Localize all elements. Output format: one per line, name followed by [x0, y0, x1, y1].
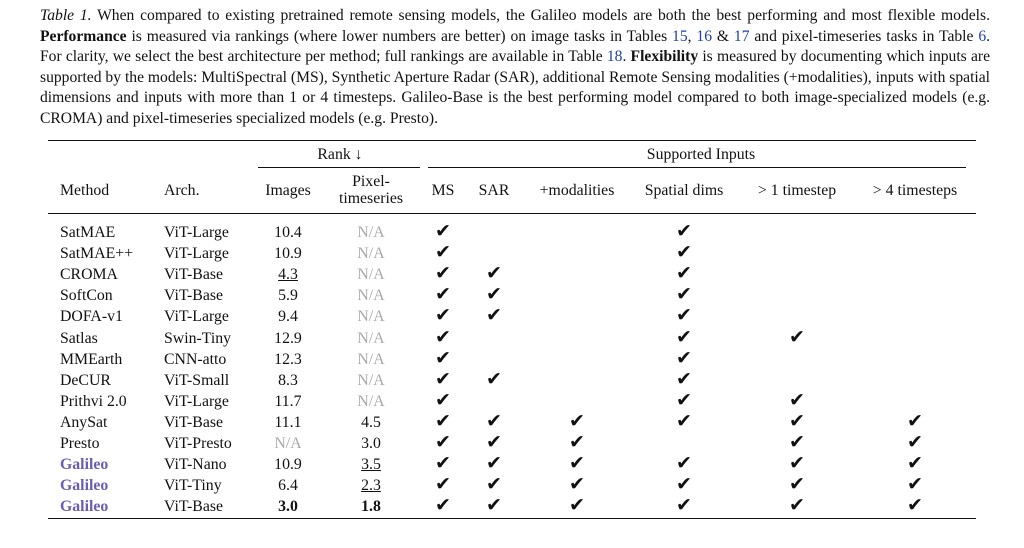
check-icon: ✔	[486, 262, 502, 285]
header-group-rank-rule	[258, 167, 420, 168]
check-icon: ✔	[676, 220, 692, 242]
check-icon: ✔	[676, 325, 692, 348]
header-spatial-dims: Spatial dims	[644, 182, 724, 199]
caption-label: Table 1.	[40, 7, 92, 24]
cell-pixel-rank: 1.8	[361, 498, 381, 516]
cell-images-rank: 9.4	[278, 308, 298, 326]
check-icon: ✔	[789, 494, 805, 517]
check-icon: ✔	[486, 367, 502, 390]
cell-method: DeCUR	[60, 371, 111, 389]
cell-arch: ViT-Base	[164, 266, 224, 284]
table-ref-link[interactable]: 18	[606, 48, 623, 66]
cell-method: SoftCon	[60, 287, 113, 305]
header-ms: MS	[431, 182, 455, 199]
caption-bold-flexibility: Flexibility	[630, 48, 699, 66]
check-icon: ✔	[676, 367, 692, 390]
check-icon: ✔	[486, 283, 502, 306]
check-icon: ✔	[789, 388, 805, 411]
cell-images-rank: 5.9	[278, 287, 298, 305]
cell-pixel-rank: N/A	[357, 308, 385, 326]
check-icon: ✔	[435, 325, 451, 348]
check-icon: ✔	[486, 409, 502, 432]
check-icon: ✔	[435, 220, 451, 242]
table-caption	[40, 6, 990, 130]
check-icon: ✔	[435, 304, 451, 327]
check-icon: ✔	[486, 473, 502, 496]
cell-pixel-rank: 4.5	[361, 413, 381, 431]
cell-pixel-rank: 3.5	[361, 456, 381, 474]
cell-images-rank: 11.1	[274, 413, 302, 431]
cell-method: SatMAE++	[60, 245, 134, 263]
cell-images-rank: 10.9	[274, 245, 302, 263]
check-icon: ✔	[676, 409, 692, 432]
cell-arch: ViT-Large	[164, 308, 229, 326]
check-icon: ✔	[435, 241, 451, 264]
cell-method: Prithvi 2.0	[60, 392, 127, 410]
cell-pixel-rank: 2.3	[361, 477, 381, 495]
check-icon: ✔	[676, 241, 692, 264]
caption-text: .	[622, 48, 631, 66]
cell-arch: ViT-Large	[164, 224, 229, 241]
check-icon: ✔	[435, 409, 451, 432]
cell-images-rank: 12.9	[274, 329, 302, 347]
cell-arch: ViT-Base	[164, 413, 224, 431]
header-method: Method	[60, 182, 110, 199]
cell-method: Presto	[60, 435, 100, 452]
caption-text: When compared to existing pretrained remote sensing models, the Galileo models are both the best performing and most flexible models.	[91, 7, 990, 24]
cell-pixel-rank: N/A	[357, 224, 385, 241]
cell-arch: ViT-Large	[164, 245, 229, 263]
check-icon: ✔	[676, 262, 692, 285]
cell-pixel-rank: N/A	[357, 392, 385, 410]
check-icon: ✔	[676, 452, 692, 475]
cell-images-rank: 6.4	[278, 477, 298, 495]
header-gt1-timestep: > 1 timestep	[757, 182, 837, 199]
cell-pixel-rank: N/A	[357, 245, 385, 263]
cell-method: Galileo	[60, 477, 109, 495]
table-bottom-rule	[48, 518, 976, 519]
header-sar: SAR	[478, 182, 510, 199]
check-icon: ✔	[907, 473, 923, 496]
check-icon: ✔	[486, 494, 502, 517]
cell-pixel-rank: 3.0	[361, 435, 381, 452]
cell-arch: ViT-Large	[164, 392, 229, 410]
check-icon: ✔	[789, 409, 805, 432]
cell-method: Galileo	[60, 456, 109, 474]
check-icon: ✔	[569, 409, 585, 432]
check-icon: ✔	[789, 452, 805, 475]
caption-text: &	[712, 27, 734, 45]
cell-arch: ViT-Base	[164, 287, 224, 305]
check-icon: ✔	[676, 304, 692, 327]
check-icon: ✔	[435, 262, 451, 285]
check-icon: ✔	[789, 473, 805, 496]
check-icon: ✔	[676, 494, 692, 517]
check-icon: ✔	[676, 346, 692, 369]
check-icon: ✔	[435, 431, 451, 453]
check-icon: ✔	[435, 346, 451, 369]
cell-pixel-rank: N/A	[357, 266, 385, 284]
check-icon: ✔	[789, 431, 805, 453]
table-ref-link[interactable]: 17	[733, 27, 750, 45]
check-icon: ✔	[676, 283, 692, 306]
caption-text: ,	[687, 27, 697, 45]
check-icon: ✔	[569, 473, 585, 496]
cell-images-rank: 11.7	[274, 392, 302, 410]
caption-text: . For clarity, we select the best architecture per method; full rankings are available in Table	[40, 27, 991, 66]
check-icon: ✔	[907, 431, 923, 453]
caption-text: is measured by documenting which inputs are supported by the models: MultiSpectral (MS), Synthetic Aperture Radar (SAR), additional Remote Sensing modalities (+modalities), inputs with spatial dimensions and inputs with more than 1 or 4 timesteps. Galileo-Base is the best performing model compared to both image-specialized models (e.g. CROMA) and pixel-timeseries specialized models (e.g. Presto).	[40, 48, 990, 127]
check-icon: ✔	[676, 388, 692, 411]
cell-images-rank: 3.0	[278, 498, 298, 516]
caption-bold-performance: Performance	[40, 27, 127, 45]
cell-arch: ViT-Tiny	[164, 477, 222, 495]
check-icon: ✔	[435, 473, 451, 496]
cell-method: AnySat	[60, 413, 108, 431]
check-icon: ✔	[486, 452, 502, 475]
cell-images-rank: 12.3	[274, 350, 302, 368]
header-gt4-timesteps: > 4 timesteps	[872, 182, 958, 199]
cell-images-rank: 8.3	[278, 371, 298, 389]
header-images: Images	[265, 182, 311, 199]
check-icon: ✔	[486, 304, 502, 327]
cell-method: SatMAE	[60, 224, 116, 241]
check-icon: ✔	[486, 431, 502, 453]
cell-method: Galileo	[60, 498, 109, 516]
cell-images-rank: 10.9	[274, 456, 302, 474]
check-icon: ✔	[569, 494, 585, 517]
cell-method: Satlas	[60, 329, 98, 347]
header-pixel-line2: timeseries	[338, 190, 404, 207]
check-icon: ✔	[569, 431, 585, 453]
cell-arch: ViT-Base	[164, 498, 224, 516]
check-icon: ✔	[435, 283, 451, 306]
header-arch: Arch.	[164, 182, 200, 199]
check-icon: ✔	[789, 325, 805, 348]
header-group-supported-inputs: Supported Inputs	[646, 146, 756, 163]
cell-arch: ViT-Small	[164, 371, 230, 389]
check-icon: ✔	[907, 452, 923, 475]
caption-text: and pixel-timeseries tasks in Table	[749, 27, 979, 45]
cell-arch: Swin-Tiny	[164, 329, 232, 347]
cell-images-rank: N/A	[274, 435, 302, 452]
header-group-inputs-rule	[428, 167, 966, 168]
check-icon: ✔	[907, 494, 923, 517]
cell-method: DOFA-v1	[60, 308, 123, 326]
check-icon: ✔	[435, 367, 451, 390]
table-ref-link[interactable]: 15	[672, 27, 688, 45]
check-icon: ✔	[435, 494, 451, 517]
check-icon: ✔	[569, 452, 585, 475]
cell-arch: ViT-Nano	[164, 456, 227, 474]
cell-pixel-rank: N/A	[357, 329, 385, 347]
cell-pixel-rank: N/A	[357, 287, 385, 305]
cell-arch: CNN-atto	[164, 350, 227, 368]
cell-pixel-rank: N/A	[357, 350, 385, 368]
cell-pixel-rank: N/A	[357, 371, 385, 389]
check-icon: ✔	[435, 388, 451, 411]
cell-method: CROMA	[60, 266, 118, 284]
header-bottom-rule	[48, 213, 976, 214]
cell-arch: ViT-Presto	[164, 435, 232, 452]
cell-method: MMEarth	[60, 350, 123, 368]
check-icon: ✔	[435, 452, 451, 475]
check-icon: ✔	[907, 409, 923, 432]
table-ref-link[interactable]: 16	[696, 27, 713, 45]
header-modalities: +modalities	[539, 182, 615, 199]
header-pixel-line1: Pixel-	[352, 173, 390, 190]
table-ref-link[interactable]: 6	[978, 27, 987, 45]
cell-images-rank: 4.3	[278, 266, 298, 284]
caption-text: is measured via rankings (where lower numbers are better) on image tasks in Tables	[126, 27, 673, 45]
check-icon: ✔	[676, 473, 692, 496]
cell-images-rank: 10.4	[274, 224, 302, 241]
header-group-rank: Rank ↓	[317, 146, 363, 163]
table-top-rule	[48, 140, 976, 141]
